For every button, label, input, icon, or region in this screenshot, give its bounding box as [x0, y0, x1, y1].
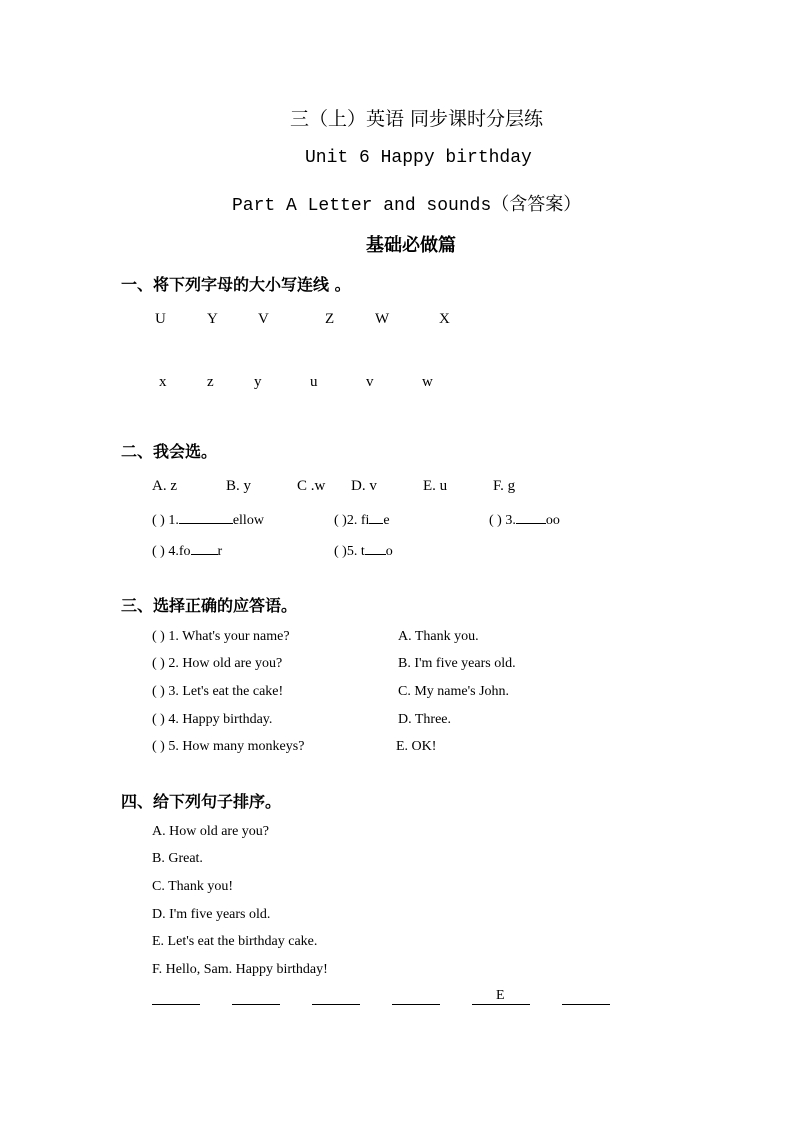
upper-letter[interactable]: X	[439, 311, 450, 327]
dialog-question[interactable]: ( ) 3. Let's eat the cake!	[152, 684, 284, 699]
page-title: 三（上）英语 同步课时分层练	[289, 108, 544, 130]
dialog-question[interactable]: ( ) 4. Happy birthday.	[152, 712, 273, 727]
order-blank[interactable]	[232, 1004, 280, 1005]
lower-letter[interactable]: y	[254, 374, 262, 390]
dialog-question[interactable]: ( ) 2. How old are you?	[152, 656, 283, 671]
order-sentence: E. Let's eat the birthday cake.	[152, 934, 318, 949]
answer-blank[interactable]	[369, 509, 383, 524]
upper-letter[interactable]: Z	[325, 311, 335, 327]
order-sentence: D. I'm five years old.	[152, 907, 271, 922]
order-sentence: B. Great.	[152, 851, 203, 866]
level-title: 基础必做篇	[366, 235, 456, 256]
upper-letter[interactable]: W	[375, 311, 390, 327]
dialog-answer: A. Thank you.	[398, 629, 479, 644]
order-sentence: C. Thank you!	[152, 879, 234, 894]
answer-blank[interactable]	[179, 509, 233, 524]
order-sentence: F. Hello, Sam. Happy birthday!	[152, 962, 328, 977]
question-5[interactable]: ( )5. t o	[334, 540, 393, 560]
answer-blank[interactable]	[191, 540, 218, 555]
order-blank-filled[interactable]	[472, 1004, 530, 1005]
option-e: E. u	[423, 478, 448, 494]
upper-letter[interactable]: U	[155, 311, 166, 327]
order-sentence: A. How old are you?	[152, 824, 270, 839]
dialog-answer: B. I'm five years old.	[398, 656, 516, 671]
option-d: D. v	[351, 478, 377, 494]
lower-letter[interactable]: x	[159, 374, 167, 390]
section4-heading: 四、给下列句子排序。	[121, 792, 282, 811]
option-c: C .w	[297, 478, 326, 494]
lower-letter[interactable]: z	[207, 374, 214, 390]
option-b: B. y	[226, 478, 252, 494]
question-2[interactable]: ( )2. fi e	[334, 509, 390, 529]
section2-heading: 二、我会选。	[121, 442, 218, 461]
order-blank[interactable]	[312, 1004, 360, 1005]
upper-letter[interactable]: V	[258, 311, 269, 327]
part-title: Part A Letter and sounds（含答案）	[232, 196, 582, 216]
answer-blank[interactable]	[365, 540, 386, 555]
section3-heading: 三、选择正确的应答语。	[121, 596, 298, 615]
upper-letter[interactable]: Y	[207, 311, 218, 327]
dialog-question[interactable]: ( ) 5. How many monkeys?	[152, 739, 305, 754]
unit-title: Unit 6 Happy birthday	[305, 148, 532, 168]
dialog-answer: D. Three.	[398, 712, 451, 727]
order-blank[interactable]	[152, 1004, 200, 1005]
given-answer: E	[496, 988, 505, 1003]
section1-heading: 一、将下列字母的大小写连线 。	[121, 275, 351, 294]
option-a: A. z	[152, 478, 177, 494]
question-3[interactable]: ( ) 3. oo	[489, 509, 560, 529]
order-blank[interactable]	[562, 1004, 610, 1005]
dialog-answer: E. OK!	[396, 739, 437, 754]
lower-letter[interactable]: v	[366, 374, 374, 390]
dialog-answer: C. My name's John.	[398, 684, 510, 699]
lower-letter[interactable]: w	[422, 374, 433, 390]
answer-blank[interactable]	[516, 509, 546, 524]
dialog-question[interactable]: ( ) 1. What's your name?	[152, 629, 290, 644]
question-1[interactable]: ( ) 1. ellow	[152, 509, 264, 529]
option-f: F. g	[493, 478, 516, 494]
lower-letter[interactable]: u	[310, 374, 318, 390]
order-blank[interactable]	[392, 1004, 440, 1005]
question-4[interactable]: ( ) 4.fo r	[152, 540, 222, 560]
